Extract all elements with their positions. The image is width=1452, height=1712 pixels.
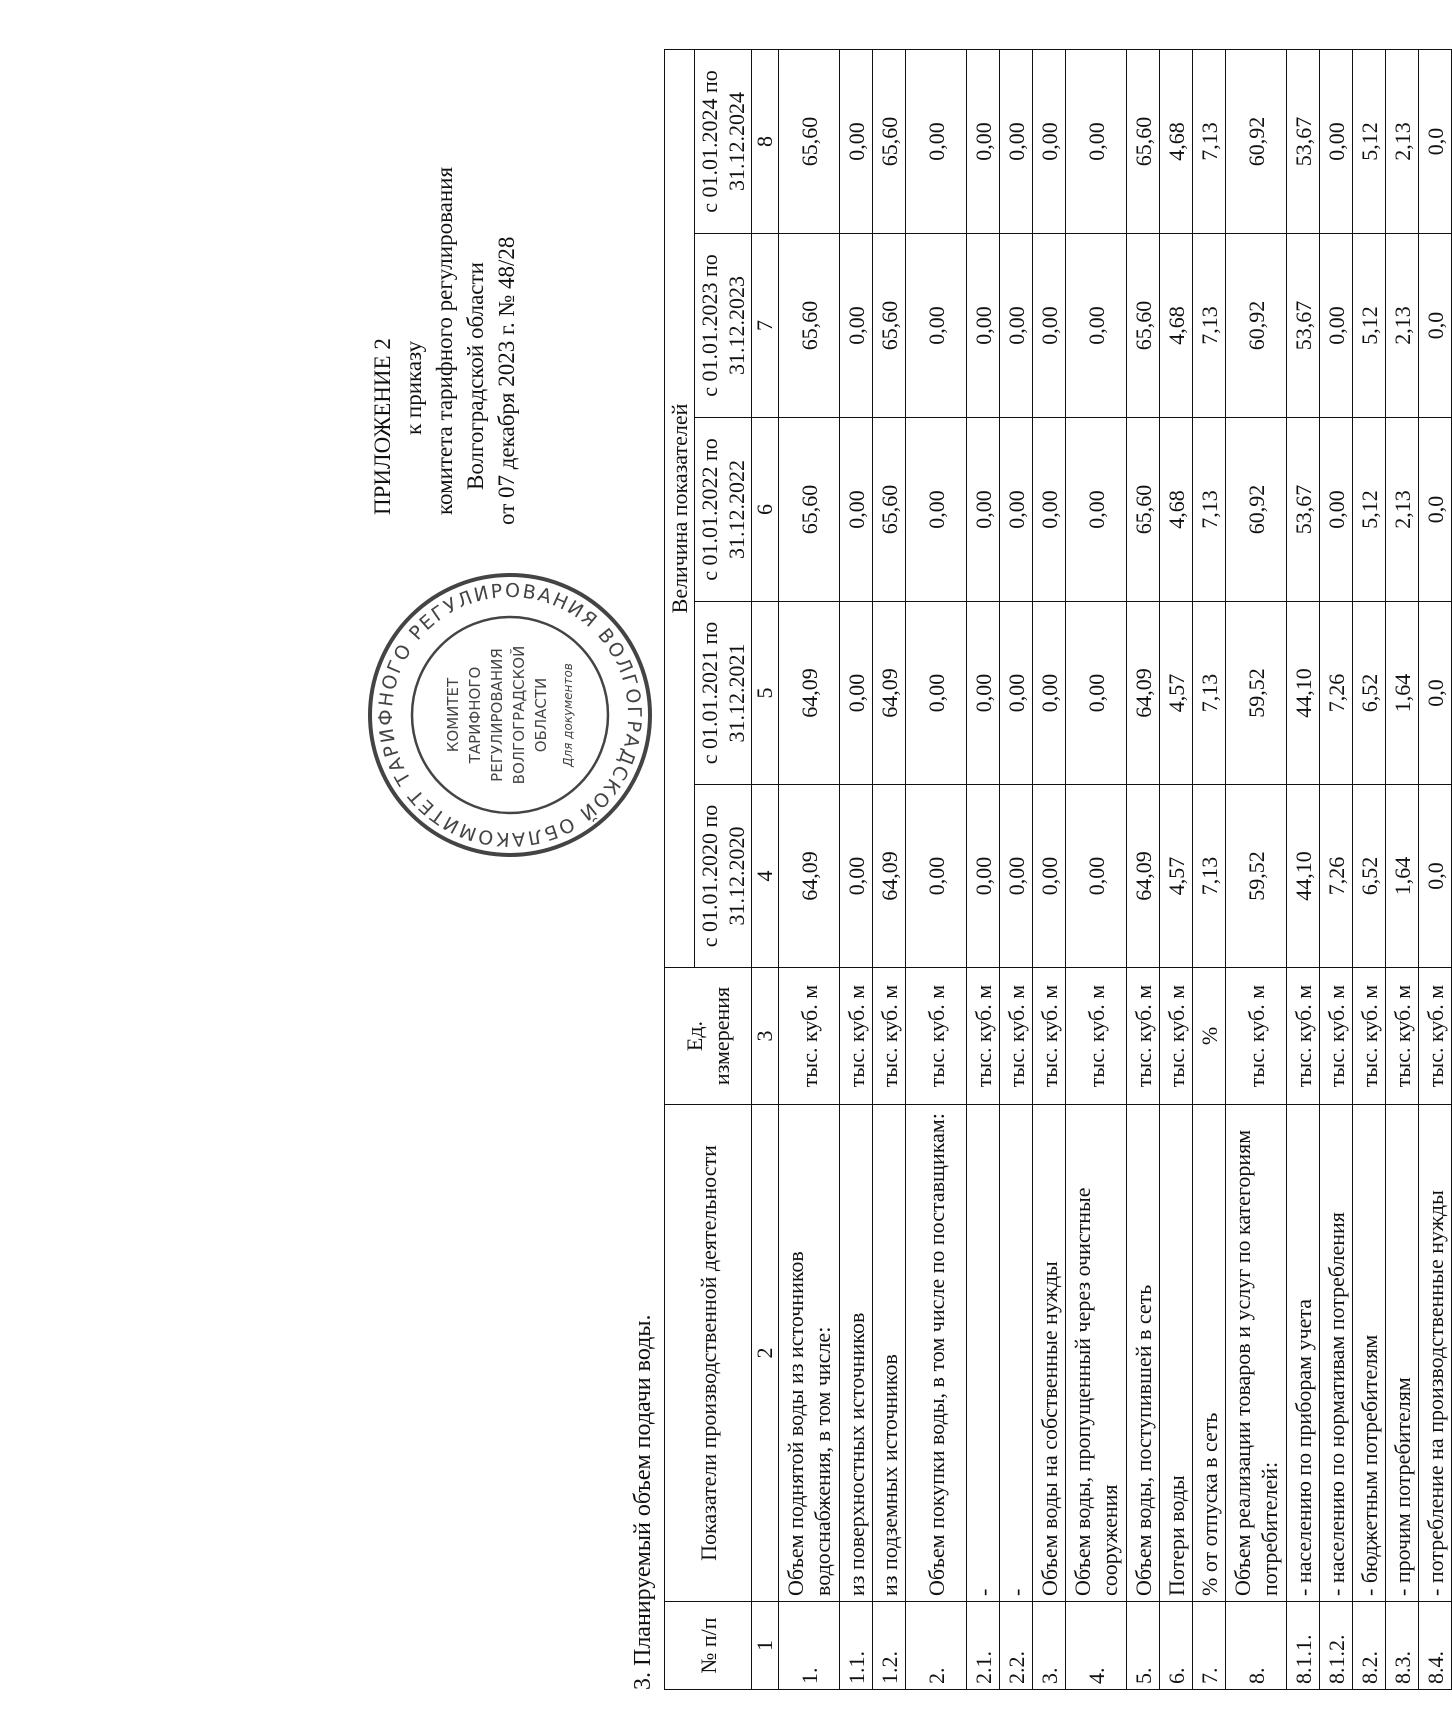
table-row [1353, 49, 1386, 1689]
row-number: 2. [906, 1602, 967, 1690]
col-header-number: № п/п [665, 1602, 752, 1690]
row-value: 0,00 [1033, 49, 1066, 233]
row-number: 8.3. [1386, 1602, 1419, 1690]
row-indicator-name: Потери воды [1160, 1105, 1193, 1602]
row-value: 65,60 [1127, 418, 1160, 602]
row-value: 64,09 [873, 785, 906, 968]
row-value: 7,26 [1320, 602, 1353, 785]
section-heading: 3. Планируемый объем подачи воды. [630, 1314, 656, 1690]
row-indicator-name: Объем реализации товаров и услуг по категориям потребителей: [1226, 1105, 1287, 1602]
table-row [1066, 49, 1127, 1689]
row-value: 0,00 [840, 234, 873, 418]
col-header-period: с 01.01.2022 по 31.12.2022 [695, 418, 752, 602]
row-indicator-name: Объем покупки воды, в том числе по поставщикам: [906, 1105, 967, 1602]
row-value: 7,13 [1193, 49, 1226, 233]
seal-inner-line: Для документов [561, 663, 575, 767]
column-number: 8 [752, 49, 779, 233]
row-value: 53,67 [1287, 49, 1320, 233]
row-value: 6,52 [1353, 785, 1386, 968]
row-value: 44,10 [1287, 785, 1320, 968]
column-number: 1 [752, 1602, 779, 1690]
appendix-date: от 07 декабря 2023 г. № 48/28 [494, 236, 519, 525]
row-value: 65,60 [779, 234, 840, 418]
row-indicator-name: Объем воды, пропущенный через очистные сооружения [1066, 1105, 1127, 1602]
seal-inner-line: ОБЛАСТИ [532, 677, 550, 753]
row-value: 65,60 [873, 49, 906, 233]
row-value: 4,68 [1160, 418, 1193, 602]
row-unit: тыс. куб. м [1127, 968, 1160, 1105]
row-value: 0,00 [840, 418, 873, 602]
row-indicator-name: - [967, 1105, 1000, 1602]
column-number-row [752, 49, 779, 1689]
table-row [840, 49, 873, 1689]
row-value: 59,52 [1226, 602, 1287, 785]
table-row [1320, 49, 1353, 1689]
col-header-values-group: Величина показателей [665, 49, 695, 967]
row-number: 8. [1226, 1602, 1287, 1690]
row-indicator-name: % от отпуска в сеть [1193, 1105, 1226, 1602]
water-supply-table-container [664, 50, 1452, 1690]
row-value: 5,12 [1353, 49, 1386, 233]
row-value: 0,0 [1419, 234, 1452, 418]
row-value: 53,67 [1287, 234, 1320, 418]
row-value: 0,00 [1000, 602, 1033, 785]
table-header-row [665, 49, 695, 1689]
row-unit: тыс. куб. м [1287, 968, 1320, 1105]
row-value: 0,00 [1033, 418, 1066, 602]
row-number: 2.2. [1000, 1602, 1033, 1690]
row-value: 0,00 [1000, 49, 1033, 233]
table-row [1226, 49, 1287, 1689]
row-indicator-name: - бюджетным потребителям [1353, 1105, 1386, 1602]
row-value: 6,52 [1353, 602, 1386, 785]
row-indicator-name: - населению по нормативам потребления [1320, 1105, 1353, 1602]
row-unit: тыс. куб. м [1353, 968, 1386, 1105]
row-number: 4. [1066, 1602, 1127, 1690]
row-value: 0,00 [967, 49, 1000, 233]
table-row [967, 49, 1000, 1689]
column-number: 7 [752, 234, 779, 418]
row-unit: тыс. куб. м [1000, 968, 1033, 1105]
row-value: 65,60 [873, 418, 906, 602]
row-value: 0,0 [1419, 418, 1452, 602]
row-value: 0,00 [967, 418, 1000, 602]
col-header-period: с 01.01.2020 по 31.12.2020 [695, 785, 752, 968]
row-number: 8.1.2. [1320, 1602, 1353, 1690]
seal-inner-line: ТАРИФНОГО [466, 666, 484, 764]
row-value: 7,26 [1320, 785, 1353, 968]
row-value: 0,00 [967, 234, 1000, 418]
row-number: 2.1. [967, 1602, 1000, 1690]
row-value: 0,00 [1033, 234, 1066, 418]
row-value: 0,00 [1033, 785, 1066, 968]
appendix-order-ref: к приказу [401, 340, 426, 435]
row-unit: тыс. куб. м [873, 968, 906, 1105]
row-value: 64,09 [1127, 602, 1160, 785]
row-indicator-name: - [1000, 1105, 1033, 1602]
row-indicator-name: - населению по приборам учета [1287, 1105, 1320, 1602]
appendix-committee: комитета тарифного регулирования [432, 166, 457, 515]
row-value: 64,09 [1127, 785, 1160, 968]
row-value: 65,60 [1127, 234, 1160, 418]
table-row [1000, 49, 1033, 1689]
row-value: 0,00 [906, 602, 967, 785]
row-unit: тыс. куб. м [1419, 968, 1452, 1105]
document-header [332, 50, 662, 1690]
table-row [1033, 49, 1066, 1689]
row-value: 0,0 [1419, 785, 1452, 968]
seal-inner-line: РЕГУЛИРОВАНИЯ [488, 648, 506, 782]
row-value: 0,00 [1000, 234, 1033, 418]
seal-inner-line: КОМИТЕТ [444, 677, 462, 753]
row-value: 5,12 [1353, 234, 1386, 418]
col-header-unit: Ед. измерения [665, 968, 752, 1105]
row-value: 4,68 [1160, 49, 1193, 233]
row-value: 0,00 [1320, 49, 1353, 233]
row-value: 65,60 [1127, 49, 1160, 233]
row-number: 8.1.1. [1287, 1602, 1320, 1690]
row-number: 8.4. [1419, 1602, 1452, 1690]
table-row [1193, 49, 1226, 1689]
row-value: 0,00 [906, 418, 967, 602]
row-number: 1. [779, 1602, 840, 1690]
column-number: 2 [752, 1105, 779, 1602]
row-indicator-name: - прочим потребителям [1386, 1105, 1419, 1602]
row-value: 4,57 [1160, 602, 1193, 785]
row-value: 0,00 [1000, 418, 1033, 602]
row-value: 0,00 [1320, 234, 1353, 418]
row-value: 60,92 [1226, 234, 1287, 418]
row-number: 5. [1127, 1602, 1160, 1690]
row-value: 60,92 [1226, 49, 1287, 233]
row-value: 0,00 [1066, 234, 1127, 418]
appendix-title: ПРИЛОЖЕНИЕ 2 [370, 338, 395, 515]
column-number: 6 [752, 418, 779, 602]
row-indicator-name: Объем воды, поступившей в сеть [1127, 1105, 1160, 1602]
row-value: 60,92 [1226, 418, 1287, 602]
row-unit: тыс. куб. м [967, 968, 1000, 1105]
col-header-period: с 01.01.2024 по 31.12.2024 [695, 49, 752, 233]
row-value: 65,60 [779, 418, 840, 602]
row-unit: тыс. куб. м [1386, 968, 1419, 1105]
row-value: 0,00 [906, 234, 967, 418]
row-number: 8.2. [1353, 1602, 1386, 1690]
row-unit: тыс. куб. м [1320, 968, 1353, 1105]
row-value: 7,13 [1193, 602, 1226, 785]
row-number: 3. [1033, 1602, 1066, 1690]
col-header-period: с 01.01.2021 по 31.12.2021 [695, 602, 752, 785]
row-unit: % [1193, 968, 1226, 1105]
row-value: 2,13 [1386, 49, 1419, 233]
row-number: 6. [1160, 1602, 1193, 1690]
row-value: 7,13 [1193, 234, 1226, 418]
row-indicator-name: из поверхностных источников [840, 1105, 873, 1602]
row-indicator-name: Объем воды на собственные нужды [1033, 1105, 1066, 1602]
row-value: 5,12 [1353, 418, 1386, 602]
row-number: 1.1. [840, 1602, 873, 1690]
row-indicator-name: из подземных источников [873, 1105, 906, 1602]
row-unit: тыс. куб. м [840, 968, 873, 1105]
row-value: 7,13 [1193, 785, 1226, 968]
table-row [1287, 49, 1320, 1689]
row-unit: тыс. куб. м [1066, 968, 1127, 1105]
table-row [779, 49, 840, 1689]
row-value: 4,57 [1160, 785, 1193, 968]
row-value: 53,67 [1287, 418, 1320, 602]
appendix-block [367, 55, 522, 645]
row-value: 0,00 [840, 602, 873, 785]
seal-inner-line: ВОЛГОГРАДСКОЙ [510, 645, 528, 785]
row-value: 0,00 [1066, 49, 1127, 233]
row-value: 0,00 [967, 602, 1000, 785]
row-value: 4,68 [1160, 234, 1193, 418]
column-number: 3 [752, 968, 779, 1105]
col-header-period: с 01.01.2023 по 31.12.2023 [695, 234, 752, 418]
appendix-region: Волгоградской области [463, 262, 488, 490]
row-value: 65,60 [873, 234, 906, 418]
row-value: 64,09 [779, 602, 840, 785]
row-value: 7,13 [1193, 418, 1226, 602]
water-supply-table [664, 49, 1452, 1690]
rotated-sheet [332, 50, 1448, 1690]
row-value: 2,13 [1386, 418, 1419, 602]
row-unit: тыс. куб. м [779, 968, 840, 1105]
row-value: 65,60 [779, 49, 840, 233]
table-row [1127, 49, 1160, 1689]
table-row [1386, 49, 1419, 1689]
row-value: 0,00 [906, 49, 967, 233]
row-value: 0,0 [1419, 602, 1452, 785]
row-value: 2,13 [1386, 234, 1419, 418]
row-number: 7. [1193, 1602, 1226, 1690]
row-value: 0,00 [967, 785, 1000, 968]
row-unit: тыс. куб. м [1160, 968, 1193, 1105]
seal-outer-text: КОМИТЕТ ТАРИФНОГО РЕГУЛИРОВАНИЯ ВОЛГОГРАДСКОЙ ОБЛА [374, 579, 646, 851]
row-value: 0,00 [1066, 418, 1127, 602]
row-value: 0,0 [1419, 49, 1452, 233]
row-unit: тыс. куб. м [1226, 968, 1287, 1105]
row-indicator-name: Объем поднятой воды из источников водоснабжения, в том числе: [779, 1105, 840, 1602]
col-header-indicator: Показатели производственной деятельности [665, 1105, 752, 1602]
row-value: 0,00 [1066, 785, 1127, 968]
column-number: 4 [752, 785, 779, 968]
row-number: 1.2. [873, 1602, 906, 1690]
row-value: 64,09 [873, 602, 906, 785]
table-row [1419, 49, 1452, 1689]
column-number: 5 [752, 602, 779, 785]
row-indicator-name: - потребление на производственные нужды [1419, 1105, 1452, 1602]
row-unit: тыс. куб. м [1033, 968, 1066, 1105]
row-value: 0,00 [1320, 418, 1353, 602]
table-row [906, 49, 967, 1689]
row-value: 0,00 [1000, 785, 1033, 968]
row-value: 0,00 [1066, 602, 1127, 785]
row-value: 0,00 [840, 49, 873, 233]
table-row [873, 49, 906, 1689]
row-unit: тыс. куб. м [906, 968, 967, 1105]
row-value: 1,64 [1386, 785, 1419, 968]
row-value: 0,00 [906, 785, 967, 968]
row-value: 59,52 [1226, 785, 1287, 968]
row-value: 44,10 [1287, 602, 1320, 785]
table-body [779, 49, 1452, 1689]
table-row [1160, 49, 1193, 1689]
row-value: 0,00 [840, 785, 873, 968]
row-value: 1,64 [1386, 602, 1419, 785]
row-value: 0,00 [1033, 602, 1066, 785]
row-value: 64,09 [779, 785, 840, 968]
